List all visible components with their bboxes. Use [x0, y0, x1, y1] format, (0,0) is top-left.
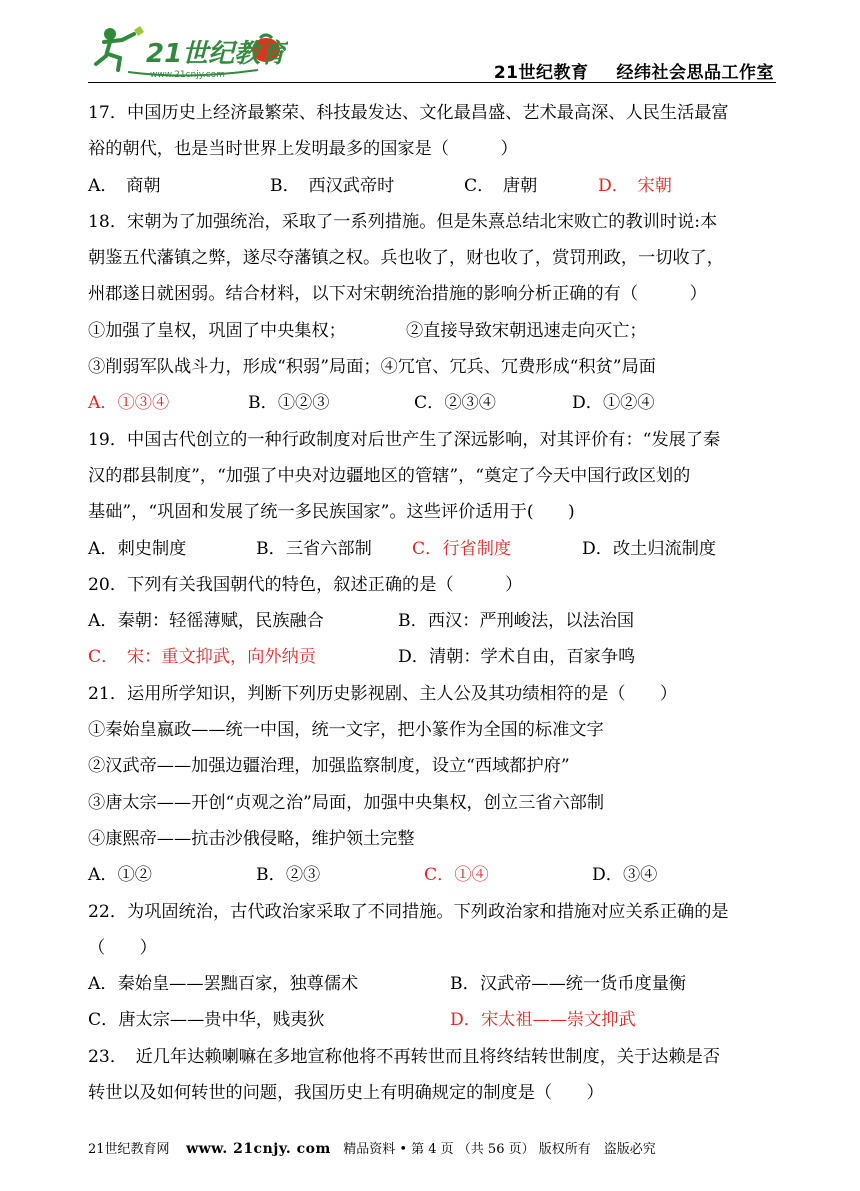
question-text: 19．中国古代创立的一种行政制度对后世产生了深远影响，对其评价有：“发展了秦	[88, 429, 721, 450]
question-21	[88, 676, 778, 894]
option-c-answer: C． 宋：重文抑武，向外纳贡	[88, 647, 316, 668]
option-a-answer: A．①③④	[88, 393, 170, 414]
option-c: C． 唐朝	[464, 175, 538, 196]
question-19	[88, 422, 778, 567]
question-17	[88, 95, 778, 204]
statement: ①秦始皇嬴政——统一中国，统一文字，把小篆作为全国的标准文字	[88, 720, 604, 741]
question-text: 17．中国历史上经济最繁荣、科技最发达、文化最昌盛、艺术最高深、人民生活最富	[88, 103, 729, 123]
question-text: 18．宋朝为了加强统治，采取了一系列措施。但是朱熹总结北宋败亡的教训时说:本	[88, 211, 718, 232]
options-row	[88, 603, 778, 639]
question-text: 21．运用所学知识，判断下列历史影视剧、主人公及其功绩相符的是（ ）	[88, 683, 678, 704]
option-a: A．刺史制度	[88, 538, 187, 559]
options-row	[88, 1002, 778, 1038]
footer-page-info: 精品资料 • 第 4 页 （共 56 页） 版权所有 盗版必究	[343, 1142, 656, 1157]
option-c: C．②③④	[414, 393, 496, 414]
question-text: 汉的郡县制度”，“加强了中央对边疆地区的管辖”，“奠定了今天中国行政区划的	[88, 465, 691, 486]
statement: ②汉武帝——加强边疆治理，加强监察制度，设立“西域都护府”	[88, 756, 570, 777]
option-d-answer: D．宋太祖——崇文抑武	[450, 1010, 636, 1031]
option-b: B． 西汉武帝时	[270, 175, 395, 196]
option-d: D．清朝：学术自由，百家争鸣	[398, 647, 636, 668]
question-list	[88, 95, 778, 1111]
statement: ③削弱军队战斗力，形成“积弱”局面；④冗官、冗兵、冗费形成“积贫”局面	[88, 357, 656, 378]
option-a: A．①②	[88, 865, 152, 886]
option-b: B．①②③	[248, 393, 330, 414]
option-a: A．秦始皇——罢黜百家，独尊儒术	[88, 974, 359, 995]
option-b: B．②③	[256, 865, 321, 886]
runner-icon	[96, 26, 144, 70]
options-row	[88, 531, 778, 567]
option-a: A．秦朝：轻徭薄赋，民族融合	[88, 611, 324, 632]
question-text: 22．为巩固统治，古代政治家采取了不同措施。下列政治家和措施对应关系正确的是	[88, 901, 729, 922]
option-d: D．①②④	[572, 393, 655, 414]
page-header	[88, 20, 776, 82]
option-c-answer: C．①④	[424, 865, 489, 886]
question-text: 基础”，“巩固和发展了统一多民族国家”。这些评价适用于( )	[88, 502, 575, 523]
question-20	[88, 567, 778, 676]
question-text: 朝鉴五代藩镇之弊，遂尽夺藩镇之权。兵也收了，财也收了，赏罚刑政，一切收了，	[88, 248, 724, 269]
option-b: B．西汉：严刑峻法，以法治国	[398, 611, 635, 632]
question-text: 裕的朝代，也是当时世界上发明最多的国家是（ ）	[88, 139, 518, 160]
header-divider	[88, 82, 776, 83]
question-text: （ ）	[88, 937, 157, 958]
statement: ③唐太宗——开创“贞观之治”局面，加强中央集权，创立三省六部制	[88, 792, 605, 813]
question-text: 州郡遂日就困弱。结合材料，以下对宋朝统治措施的影响分析正确的有（ ）	[88, 284, 707, 305]
footer-site-name: 21世纪教育网	[88, 1142, 170, 1157]
header-left-title: 21世纪教育	[493, 63, 589, 83]
option-c-answer: C．行省制度	[412, 538, 512, 559]
option-b: B．汉武帝——统一货币度量衡	[450, 974, 687, 995]
option-d-answer: D． 宋朝	[598, 175, 672, 196]
logo	[88, 20, 288, 82]
logo-text: 21世纪教育	[146, 39, 287, 69]
options-row	[88, 639, 778, 675]
question-23	[88, 1039, 778, 1112]
options-row	[88, 168, 778, 204]
options-row	[88, 385, 778, 421]
page-footer	[88, 1138, 656, 1157]
footer-url: www. 21cnjy. com	[186, 1141, 331, 1157]
option-a: A． 商朝	[88, 175, 161, 196]
statement: ④康熙帝——抗击沙俄侵略，维护领土完整	[88, 828, 415, 849]
option-d: D．改土归流制度	[582, 538, 717, 559]
statement: ①加强了皇权，巩固了中央集权； ②直接导致宋朝迅速走向灭亡；	[88, 320, 647, 341]
header-right-title: 经纬社会思品工作室	[616, 63, 774, 83]
question-text: 23． 近几年达赖喇嘛在多地宣称他将不再转世而且将终结转世制度，关于达赖是否	[88, 1046, 721, 1067]
question-18	[88, 204, 778, 422]
question-22	[88, 894, 778, 1039]
option-c: C．唐太宗——贵中华，贱夷狄	[88, 1010, 325, 1031]
logo-url: www.21cnjy.com	[150, 70, 225, 80]
option-b: B．三省六部制	[256, 538, 372, 559]
question-text: 20．下列有关我国朝代的特色，叙述正确的是（ ）	[88, 574, 523, 595]
header-titles	[494, 58, 774, 83]
options-row	[88, 966, 778, 1002]
options-row	[88, 857, 778, 893]
option-d: D．③④	[592, 865, 658, 886]
question-text: 转世以及如何转世的问题，我国历史上有明确规定的制度是（ ）	[88, 1083, 604, 1104]
